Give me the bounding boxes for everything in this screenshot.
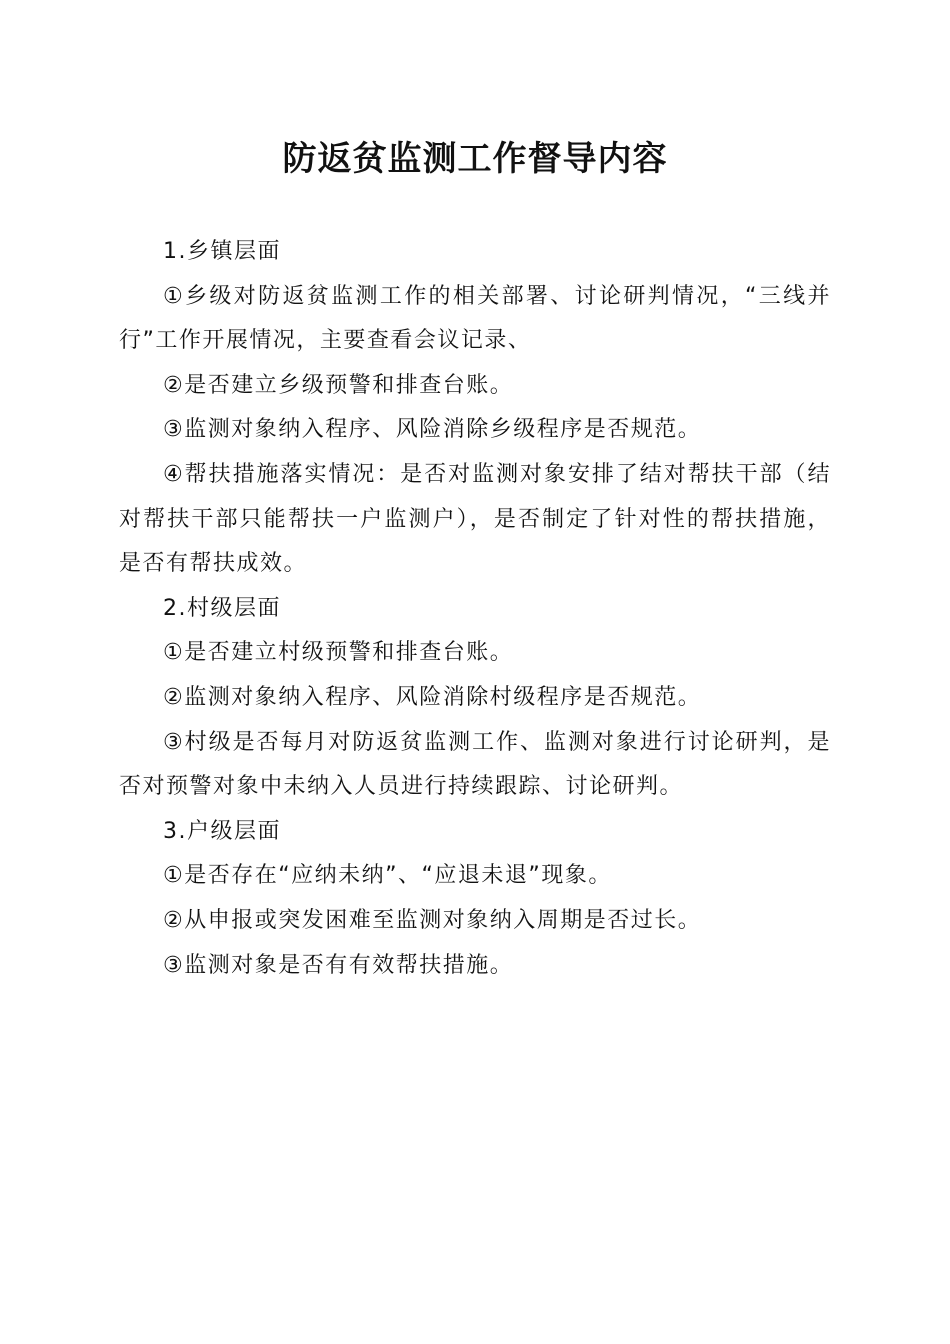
- section-heading-township: 1.乡镇层面: [163, 239, 281, 264]
- list-item: ①是否存在“应纳未纳”、“应退未退”现象。: [163, 863, 612, 889]
- document-body: [119, 230, 831, 988]
- list-item: ①是否建立村级预警和排查台账。: [163, 640, 514, 666]
- list-item: ③监测对象是否有有效帮扶措施。: [163, 952, 514, 978]
- list-item: ②是否建立乡级预警和排查台账。: [163, 372, 514, 398]
- section-heading-village: 2.村级层面: [163, 595, 281, 621]
- list-item: ②监测对象纳入程序、风险消除村级程序是否规范。: [163, 684, 702, 710]
- list-item: ③村级是否每月对防返贫监测工作、监测对象进行讨论研判，是否对预警对象中未纳入人员进行持续跟踪、讨论研判。: [119, 729, 831, 800]
- document-title: 防返贫监测工作督导内容: [282, 139, 668, 179]
- section-heading-household: 3.户级层面: [163, 818, 281, 844]
- list-item: ③监测对象纳入程序、风险消除乡级程序是否规范。: [163, 417, 702, 443]
- list-item: ①乡级对防返贫监测工作的相关部署、讨论研判情况，“三线并行”工作开展情况，主要查看会议记录、: [119, 283, 831, 354]
- list-item: ④帮扶措施落实情况：是否对监测对象安排了结对帮扶干部（结对帮扶干部只能帮扶一户监测户），是否制定了针对性的帮扶措施，是否有帮扶成效。: [119, 461, 831, 577]
- list-item: ②从申报或突发困难至监测对象纳入周期是否过长。: [163, 907, 702, 933]
